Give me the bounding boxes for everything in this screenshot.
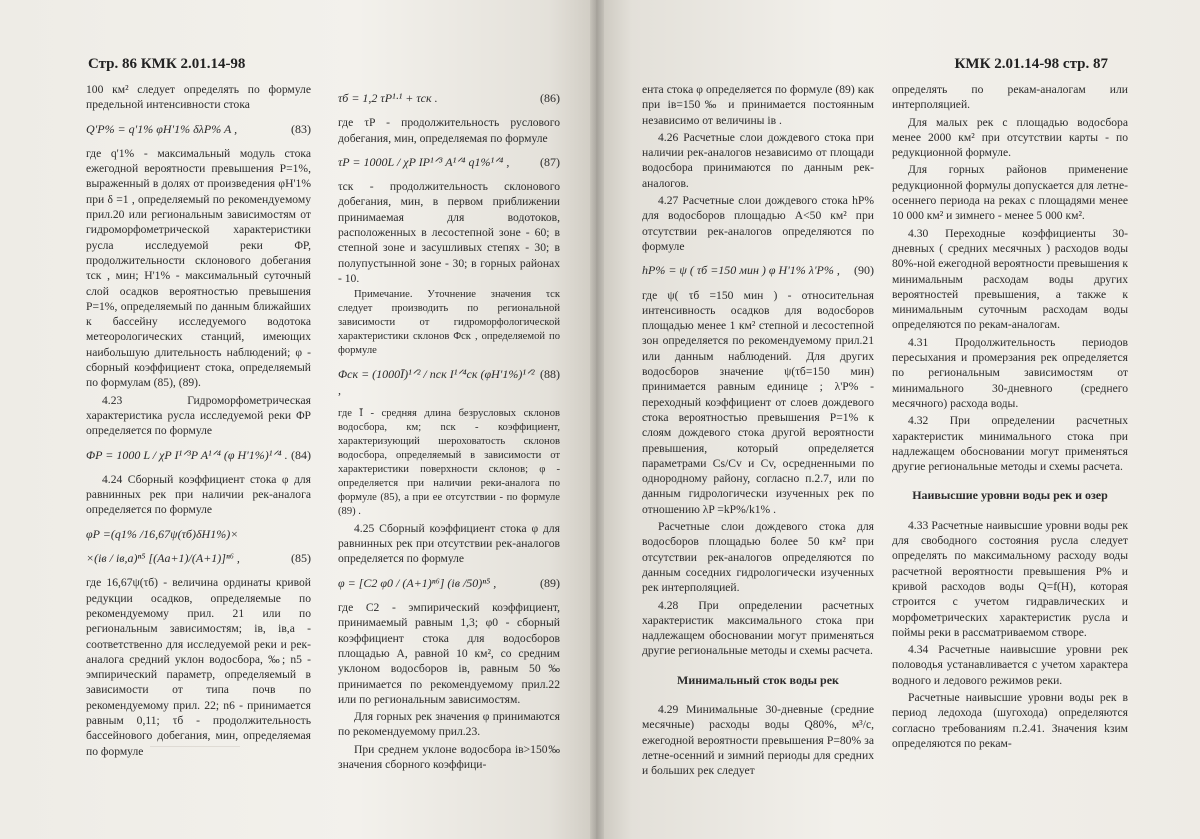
paragraph: где 16,67ψ(τб) - величина ординаты кривой редукции осадков, определяемые по рекомендуемому прил. 21 или по региональным зависимостям; iв, iв,а - соответственно для исследуемой реки и рек-аналога средний уклон водосбора, ‰; n5 - эмпирический параметр, определяемый в зависимости от типа почв по рекомендуемому прил. 22; n6 - принимается равным 0,11; τб - продолжительность бассейнового добегания, мин, определяемая по формуле [86,576,311,758]
formula-expression: ΦP = 1000 L / χP I¹ᐟ³P A¹ᐟ⁴ (φ H'1%)¹ᐟ⁴ . [86,447,288,462]
paragraph: Примечание. Уточнение значения τск следует производить по региональной зависимости от гидроморфологической характеристики склонов Φск , определяемой по формуле [338,289,560,357]
paragraph: Расчетные слои дождевого стока для водосборов площадью более 50 км² при отсутствии рек-аналогов определяются по данным соседних гидрологически изученных рек интерполяцией. [642,520,874,595]
paragraph: 4.31 Продолжительность периодов пересыхания и промерзания рек определяется по региональным зависимостям от минимального 30-дневного (среднего месячного) расхода воды. [892,335,1128,410]
paragraph: 4.33 Расчетные наивысшие уровни воды рек для свободного состояния русла следует определять по максимальному расходу воды расчетной вероятности превышения P% и кривой расходов воды Q=f(H), которая строится с учетом гидравлических и морфометрических характеристик русла и поймы реки в рассматриваемом створе. [892,518,1128,639]
formula-expression: φP =(q1% /16,67ψ(τб)δH1%)× [86,526,239,541]
formula [86,448,311,463]
formula-number: (89) [540,575,560,590]
formula-expression: ×(iв / iв,а)ⁿ⁵ [(Aа+1)/(A+1)]ⁿ⁶ , [86,551,240,566]
formula [338,91,560,106]
left-page [0,0,596,839]
right-page [596,0,1200,839]
paragraph: определять по рекам-аналогам или интерполяцией. [892,83,1128,112]
formula-number: (88) [540,367,560,382]
paragraph: τск - продолжительность склонового добегания, мин, в первом приближении принимаемая для водотоков, расположенных в лесостепной зоне - 60; в степной зоне и засушливых степях - 30; в полупустынной зоне - 30; в горных районах - 10. [338,180,560,285]
paragraph: 4.23 Гидроморфометрическая характеристика русла исследуемой реки ΦP определяется по формуле [86,393,311,438]
paragraph: ента стока φ определяется по формуле (89) как при iв=150‰ и принимается постоянным независимо от величины iв . [642,83,874,127]
paragraph: 4.28 При определении расчетных характеристик максимального стока при надлежащем обосновании могут применяться другие региональные методы и схемы расчета. [642,598,874,658]
paragraph: 4.26 Расчетные слои дождевого стока при наличии рек-аналогов независимо от площади водосбора принимаются по данным рек-аналогов. [642,130,874,190]
paragraph: Расчетные наивысшие уровни воды рек в период ледохода (шугохода) определяются согласно требованиям п.2.41. Значения kзим определяются по рекам- [892,690,1128,750]
section-heading: Наивысшие уровни воды рек и озер [912,488,1108,503]
paragraph: где q'1% - максимальный модуль стока ежегодной вероятности превышения P=1%, выраженный в долях от произведения φH'1% при δ =1 , определяемый по рекомендуемому прил.20 или региональным зависимостям от гидроморфометрической характеристики русла исследуемой реки ΦP, продолжительности склонового добегания τск , мин; H'1% - максимальный суточный слой осадков вероятностью превышения P=1%, определяемый по данным ближайших к бассейну исследуемого водотока метеорологических станций, имеющих наибольшую длительность наблюдений; φ - сборный коэффициент стока, определяемый по формулам (85), (89). [86,146,311,390]
formula [338,155,560,170]
left-page-header: Стр. 86 КМК 2.01.14-98 [88,56,246,72]
formula-expression: τP = 1000L / χP IP¹ᐟ³ A¹ᐟ⁴ q1%¹ᐟ⁴ , [338,154,510,169]
left-column-2 [338,82,560,774]
formula-expression: Φск = (1000Ī)¹ᐟ² / nск I¹ᐟ⁴ск (φH'1%)¹ᐟ² , [338,367,535,397]
formula [642,263,874,278]
paragraph: где C2 - эмпирический коэффициент, принимаемый равным 1,3; φ0 - сборный коэффициент стока для водосборов площадью A, равной 10 км², со средним уклоном водосборов iв, равным 50‰ принимается по рекомендуемому прил.22 или по региональным зависимостям. [338,601,560,706]
formula [86,527,311,542]
right-column-1 [642,82,874,780]
formula-number: (83) [291,121,311,136]
formula-number: (84) [291,447,311,462]
paragraph: Для горных районов применение редукционной формулы допускается для летне-осеннего периода на реках с площадями менее 10 000 км² и зимнего - менее 5 000 км². [892,163,1128,223]
paragraph: где Ī - средняя длина безрусловых склонов водосбора, км; nск - коэффициент, характеризующий шероховатость склонов водосбора, определяемый в зависимости от характеристики поверхности склонов; φ - определяется при наличии реки-аналога по формуле (85), а при ее отсутствии - по формуле (89) . [338,407,560,517]
paragraph: 4.27 Расчетные слои дождевого стока hP% для водосборов площадью A<50 км² при отсутствии рек-аналогов определяются по формуле [642,194,874,253]
formula-number: (85) [291,551,311,566]
paragraph: 4.30 Переходные коэффициенты 30-дневных ( средних месячных ) расходов воды 80%-ной ежегодной вероятности превышения к минимальным расходам воды других вероятностей превышения, а также к минимальным суточным расходам воды определяются по рекам-аналогам. [892,226,1128,332]
formula-number: (87) [540,154,560,169]
left-column-1 [86,82,311,761]
paragraph: Для горных рек значения φ принимаются по рекомендуемому прил.23. [338,710,560,739]
formula-expression: τб = 1,2 τP¹·¹ + τск . [338,91,438,105]
section-heading: Минимальный сток воды рек [677,672,839,687]
scan-mark [150,746,240,747]
paragraph: 4.32 При определении расчетных характеристик минимального стока при надлежащем обосновании могут применяться другие региональные методы и схемы расчета. [892,414,1128,474]
paragraph: 4.24 Сборный коэффициент стока φ для равнинных рек при наличии рек-аналога определяется по формуле [86,472,311,517]
paragraph: 100 км² следует определять по формуле предельной интенсивности стока [86,83,311,112]
right-page-header: КМК 2.01.14-98 стр. 87 [954,56,1108,72]
paragraph: При среднем уклоне водосбора iв>150‰ значения сборного коэффици- [338,742,560,772]
book-gutter [590,0,604,839]
formula-expression: Q'P% = q'1% φH'1% δλP% A , [86,121,238,136]
formula-expression: φ = [C2 φ0 / (A+1)ⁿ⁶] (iв /50)ⁿ⁵ , [338,575,497,590]
formula [86,122,311,137]
formula [86,551,311,566]
paragraph: 4.25 Сборный коэффициент стока φ для равнинных рек при отсутствии рек-аналогов определяется по формуле [338,521,560,566]
right-column-2 [892,82,1128,753]
formula [338,576,560,591]
paragraph: где ψ( τб =150 мин ) - относительная интенсивность осадков для водосборов площадью менее 1 км² степной и лесостепной зон определяется по рекомендуемому прил.21 или данным наблюдений. Для других водосборов значение ψ(τб=150 мин) принимается равным единице ; λ'P% - переходный коэффициент от слоев дождевого стока вероятностью превышения P=1% к слоям дождевого стока другой вероятности превышения, который определяется параметрами Cs/Cv и Cv, осредненными по однородному району, согласно п.2.7, или по данным гидрологически изученных рек по отношению λP =kP%/k1% . [642,288,874,516]
paragraph: Для малых рек с площадью водосбора менее 2000 км² при отсутствии карты - по редукционной формуле. [892,115,1128,160]
formula [338,367,560,398]
formula-number: (86) [540,91,560,105]
paragraph: 4.34 Расчетные наивысшие уровни рек половодья устанавливается с учетом характера водного и ледового режимов реки. [892,643,1128,687]
formula-expression: hP% = ψ ( τб =150 мин ) φ H'1% λ'P% , [642,263,840,278]
formula-number: (90) [854,263,874,278]
paragraph: где τP - продолжительность руслового добегания, мин, определяемая по формуле [338,116,560,145]
paragraph: 4.29 Минимальные 30-дневные (средние месячные) расходы воды Q80%, м³/с, ежегодной вероятности превышения P=80% за летне-осенний и зимний периоды для средних и больших рек следует [642,702,874,778]
